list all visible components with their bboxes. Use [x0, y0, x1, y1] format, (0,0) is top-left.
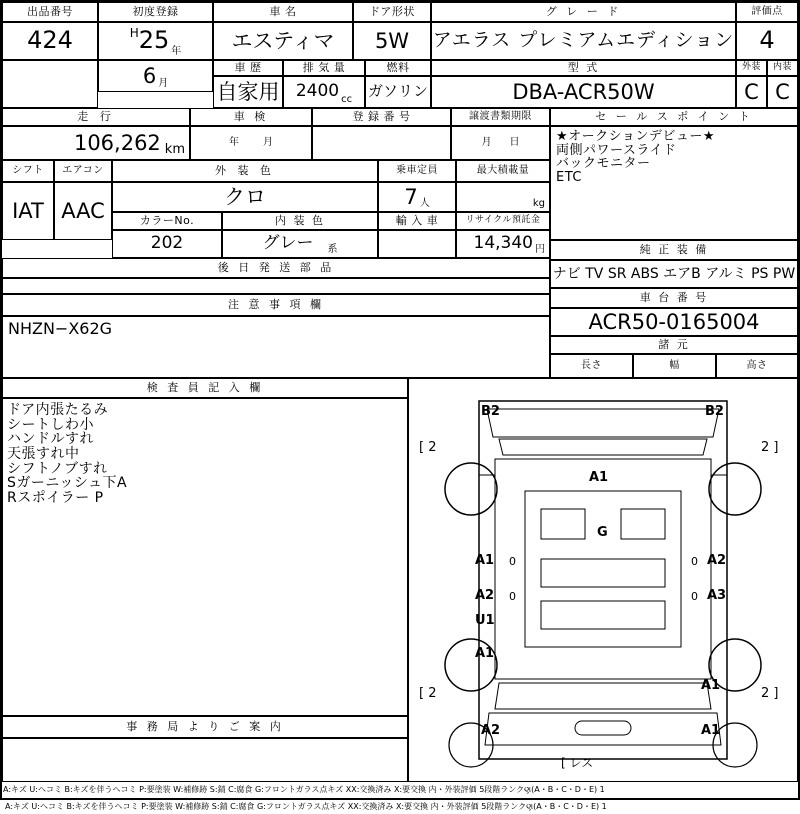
first-reg-value: [98, 22, 213, 60]
diagram-zero-right-mid2: 0: [691, 590, 698, 603]
first-reg-label: 初度登録: [98, 2, 213, 22]
transfer-value: [451, 126, 550, 160]
door-label: ドア形状: [353, 2, 431, 22]
recycle-value: [456, 230, 550, 258]
reg-no-label: 登 録 番 号: [312, 108, 451, 126]
sales-point-body: [550, 126, 798, 240]
transfer-month: 月: [481, 136, 492, 148]
ext-color-label: 外 装 色: [112, 160, 378, 182]
footer-legend: A:キズ U:ヘコミ B:キズを伴うヘコミ P:要塗装 W:補修跡 S:錆 C:腐食 G:フロントガラス点キズ XX:交換済み X:要交換 内・外装評価 5段階ランクણ(A・B・C・D・E) 1: [5, 802, 607, 811]
diagram-zero-right-mid1: 0: [691, 555, 698, 568]
diagram-label-center-top: A1: [589, 470, 609, 485]
diagram-label-top-right: B2: [705, 404, 724, 419]
fuel-value: ガソリン: [365, 76, 431, 108]
seats-unit: 人: [419, 197, 430, 209]
shaken-value: [190, 126, 312, 160]
door-value: 5W: [353, 22, 431, 60]
notes-label: 注 意 事 項 欄: [2, 294, 550, 316]
seats-value: [378, 182, 456, 212]
inspector-line: 天張すれ中: [7, 446, 80, 463]
grade-label: グ レ ー ド: [431, 2, 736, 22]
model-code-value: DBA-ACR50W: [431, 76, 736, 108]
seats-label: 乗車定員: [378, 160, 456, 182]
lot-no-value: 424: [2, 22, 98, 60]
diagram-label-left-mid3: U1: [475, 613, 495, 628]
first-reg-year-unit: 年: [171, 45, 182, 57]
diagram-label-left-mid2: A2: [475, 588, 495, 603]
diagram-label-right-mid1: A2: [707, 553, 727, 568]
color-no-value: 202: [112, 230, 222, 258]
office-notice-label: 事 務 局 よ り ご 案 内: [2, 716, 408, 738]
grade-value: アエラス プレミアムエディション: [431, 22, 736, 60]
lot-no-lower-blank: [2, 60, 98, 108]
diagram-label-center-g: G: [597, 525, 608, 540]
car-name-label: 車 名: [213, 2, 353, 22]
displacement-label: 排 気 量: [283, 60, 365, 76]
transfer-day: 日: [509, 136, 520, 148]
import-value: [378, 230, 456, 258]
fuel-label: 燃料: [365, 60, 431, 76]
int-color-suffix: 系: [327, 243, 338, 255]
oem-equip-value: ナビ TV SR ABS エアB アルミ PS PW: [550, 260, 798, 288]
sales-point-line: バックモニター: [556, 156, 651, 172]
inspector-line: Rスポイラー P: [7, 490, 104, 507]
car-outline-svg: [409, 379, 797, 781]
oem-equip-label: 純 正 装 備: [550, 240, 798, 260]
diagram-bracket-left-top: [ 2: [419, 440, 437, 455]
diagram-zero-left-mid2: 0: [509, 590, 516, 603]
int-color-value: [222, 230, 378, 258]
inspector-line: ハンドルすれ: [7, 431, 94, 448]
sales-point-line: ★オークションデビュー★: [556, 129, 716, 144]
sales-point-line: ETC: [556, 169, 582, 185]
inspector-line: ドア内張たるみ: [7, 402, 109, 418]
history-value: 自家用: [213, 76, 283, 108]
chassis-label: 車 台 番 号: [550, 288, 798, 308]
diagram-label-right-mid2: A3: [707, 588, 727, 603]
history-label: 車 歴: [213, 60, 283, 76]
inspector-line: シートしわ小: [7, 416, 94, 433]
first-reg-era: H: [129, 26, 139, 40]
max-load-unit: kg: [532, 197, 545, 209]
ext-color-value: クロ: [112, 182, 378, 212]
diagram-label-bottom-right-small: A1: [701, 723, 721, 738]
inspector-line: Sガーニッシュ下A: [7, 475, 128, 492]
diagram-legend: [ レス: [561, 756, 594, 770]
transfer-label: 譲渡書類期限: [451, 108, 550, 126]
exterior-grade-label: 外装: [736, 60, 767, 76]
office-notice-body: [2, 738, 408, 782]
shaken-month: 月: [263, 136, 273, 148]
aircon-value: AAC: [54, 182, 112, 240]
displacement-unit: cc: [341, 93, 353, 105]
interior-grade-label: 内装: [767, 60, 798, 76]
exterior-grade-value: C: [736, 76, 767, 108]
model-code-label: 型 式: [431, 60, 736, 76]
later-parts-value: [2, 278, 550, 294]
length-label: 長さ: [550, 354, 633, 378]
diagram-label-left-mid1: A1: [475, 553, 495, 568]
dimension-label: 諸 元: [550, 336, 798, 354]
diagram-label-bottom-left: A2: [481, 723, 501, 738]
car-name-value: エスティマ: [213, 22, 353, 60]
mileage-value: [2, 126, 190, 160]
import-label: 輸 入 車: [378, 212, 456, 230]
width-label: 幅: [633, 354, 716, 378]
sales-point-line: 両側パワースライド: [556, 142, 677, 158]
diagram-zero-left-mid1: 0: [509, 555, 516, 568]
damage-diagram: [408, 378, 798, 782]
rating-label: 評価点: [736, 2, 798, 22]
notes-value: NHZN−X62G: [2, 316, 550, 378]
int-color-text: グレー: [262, 233, 314, 254]
displacement-number: 2400: [295, 81, 340, 102]
recycle-number: 14,340: [473, 233, 533, 254]
diagram-bracket-right-top: 2 ]: [761, 440, 779, 455]
recycle-label: リサイクル預託金: [456, 212, 550, 230]
diagram-bracket-right-bottom: 2 ]: [761, 686, 779, 701]
mileage-unit: km: [164, 142, 185, 158]
first-reg-month-unit: 月: [158, 77, 169, 89]
shift-label: シフト: [2, 160, 54, 182]
legend-bar: A:キズ U:ヘコミ B:キズを伴うヘコミ P:要塗装 W:補修跡 S:錆 C:腐食 G:フロントガラス点キズ XX:交換済み X:要交換 内・外装評価 5段階ランクણ(A・B・C・D・E) 1: [3, 785, 605, 794]
later-parts-label: 後 日 発 送 部 品: [2, 258, 550, 278]
inspector-body: [2, 398, 408, 716]
shaken-year: 年: [229, 136, 239, 148]
diagram-label-left-low: A1: [475, 646, 495, 661]
reg-no-value: [312, 126, 451, 160]
first-reg-month-cell: [98, 60, 213, 92]
height-label: 高さ: [716, 354, 798, 378]
displacement-value: [283, 76, 365, 108]
diagram-bracket-left-bottom: [ 2: [419, 686, 437, 701]
mileage-number: 106,262: [73, 130, 161, 155]
aircon-label: エアコン: [54, 160, 112, 182]
lot-no-label: 出品番号: [2, 2, 98, 22]
inspector-label: 検 査 員 記 入 欄: [2, 378, 408, 398]
first-reg-month: 6: [142, 63, 157, 88]
mileage-label: 走 行: [2, 108, 190, 126]
chassis-value: ACR50-0165004: [550, 308, 798, 336]
color-no-label: カラーNo.: [112, 212, 222, 230]
recycle-unit: 円: [535, 243, 545, 255]
max-load-label: 最大積載量: [456, 160, 550, 182]
rating-value: 4: [736, 22, 798, 60]
interior-grade-value: C: [767, 76, 798, 108]
max-load-value: [456, 182, 550, 212]
seats-number: 7: [404, 184, 418, 209]
shaken-label: 車 検: [190, 108, 312, 126]
first-reg-year: 25: [138, 26, 170, 55]
inspector-line: シフトノブすれ: [7, 460, 108, 477]
diagram-label-top-left: B2: [481, 404, 500, 419]
diagram-label-bottom-left-small: A1: [701, 678, 721, 693]
shift-value: IAT: [2, 182, 54, 240]
sales-point-label: セ ー ル ス ポ イ ン ト: [550, 108, 798, 126]
int-color-label: 内 装 色: [222, 212, 378, 230]
